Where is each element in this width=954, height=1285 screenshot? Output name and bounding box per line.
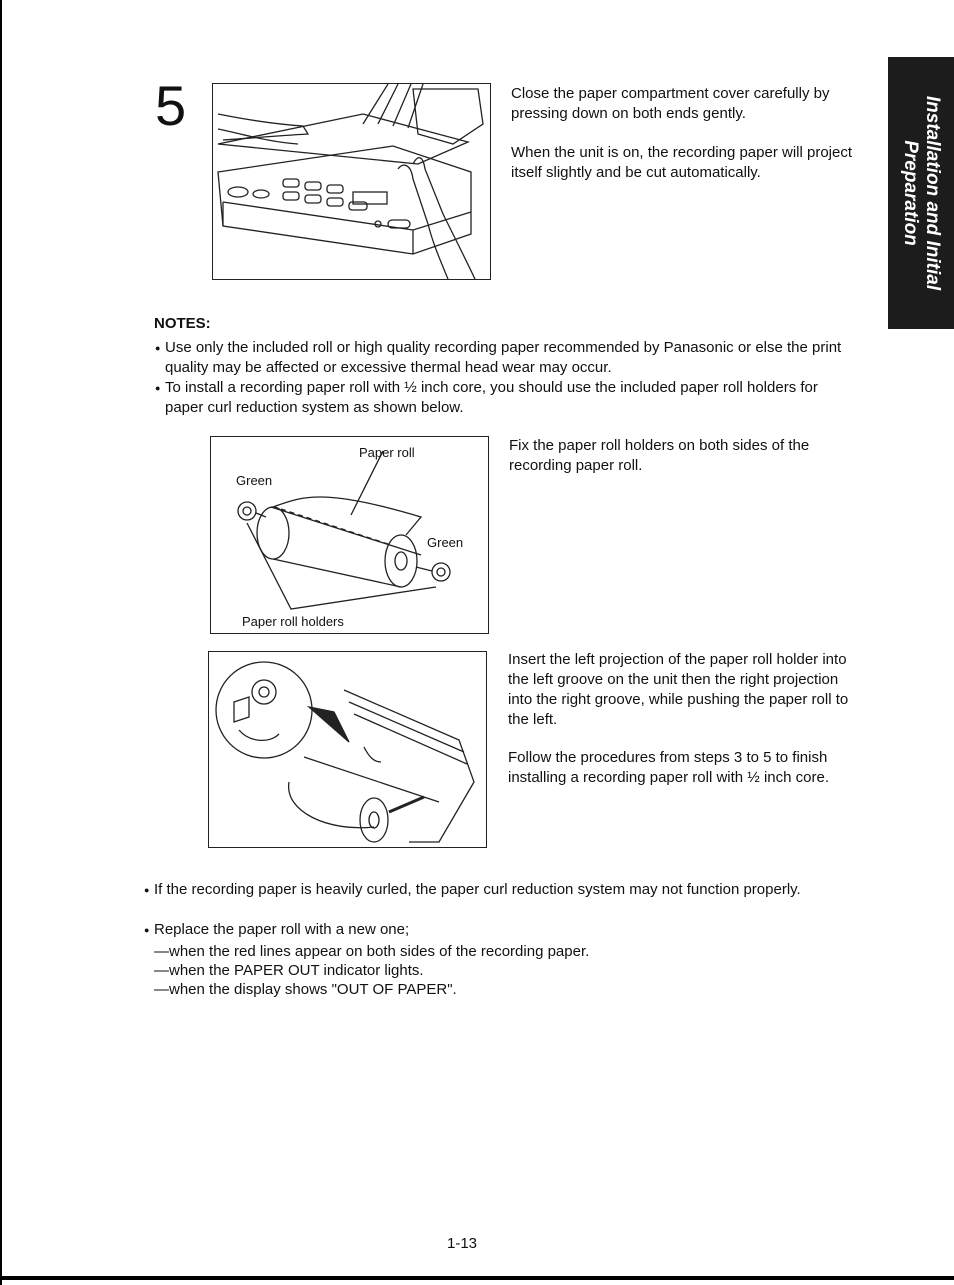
notes-item-1 (155, 338, 855, 378)
label-paper-roll-holders: Paper roll holders (242, 614, 344, 629)
page-left-edge (0, 0, 2, 1285)
step-number: 5 (155, 74, 187, 137)
bottom-dash-1: —when the red lines appear on both sides of the recording paper. (154, 943, 590, 960)
bottom-note-1 (144, 880, 814, 900)
figure3-para2: Follow the procedures from steps 3 to 5 to finish installing a recording paper roll with ½ inch core. (508, 749, 829, 786)
side-tab-line2: Preparation (900, 140, 921, 246)
notes-item-1-text: Use only the included roll or high quality recording paper recommended by Panasonic or else the print quality may be affected or excessive thermal head wear may occur. (165, 339, 842, 376)
bottom-note-1-text: If the recording paper is heavily curled, the paper curl reduction system may not function properly. (154, 881, 801, 898)
bottom-note-2 (144, 920, 814, 940)
figure-close-cover (212, 83, 491, 280)
bottom-dash-2: —when the PAPER OUT indicator lights. (154, 962, 424, 979)
label-paper-roll: Paper roll (359, 445, 415, 460)
step5-para2: When the unit is on, the recording paper will project itself slightly and be cut automatically. (511, 144, 853, 181)
section-side-tab (888, 57, 954, 329)
step5-para1: Close the paper compartment cover carefully by pressing down on both ends gently. (511, 85, 830, 122)
label-green-right: Green (427, 535, 464, 550)
page-bottom-rule (0, 1276, 954, 1280)
figure-insert-roll (208, 651, 487, 848)
insert-roll-illustration (209, 652, 486, 847)
figure-roll-holders (210, 436, 489, 634)
notes-heading: NOTES: (154, 315, 211, 332)
bottom-dash-3: —when the display shows "OUT OF PAPER". (154, 981, 457, 998)
label-green-left: Green (236, 473, 273, 488)
figure2-caption: Fix the paper roll holders on both sides of the recording paper roll. (509, 437, 810, 474)
page-number: 1-13 (447, 1235, 478, 1252)
side-tab-line1: Installation and Initial (922, 95, 943, 291)
figure3-para1: Insert the left projection of the paper roll holder into the left groove on the unit then the right projection into the right groove, while pushing the paper roll to the left. (508, 651, 849, 728)
notes-item-2 (155, 378, 860, 418)
fax-cover-illustration (213, 84, 490, 279)
notes-item-2-text: To install a recording paper roll with ½ inch core, you should use the included paper roll holders for paper curl reduction system as shown below. (165, 379, 818, 416)
bottom-note-2-text: Replace the paper roll with a new one; (154, 921, 410, 938)
